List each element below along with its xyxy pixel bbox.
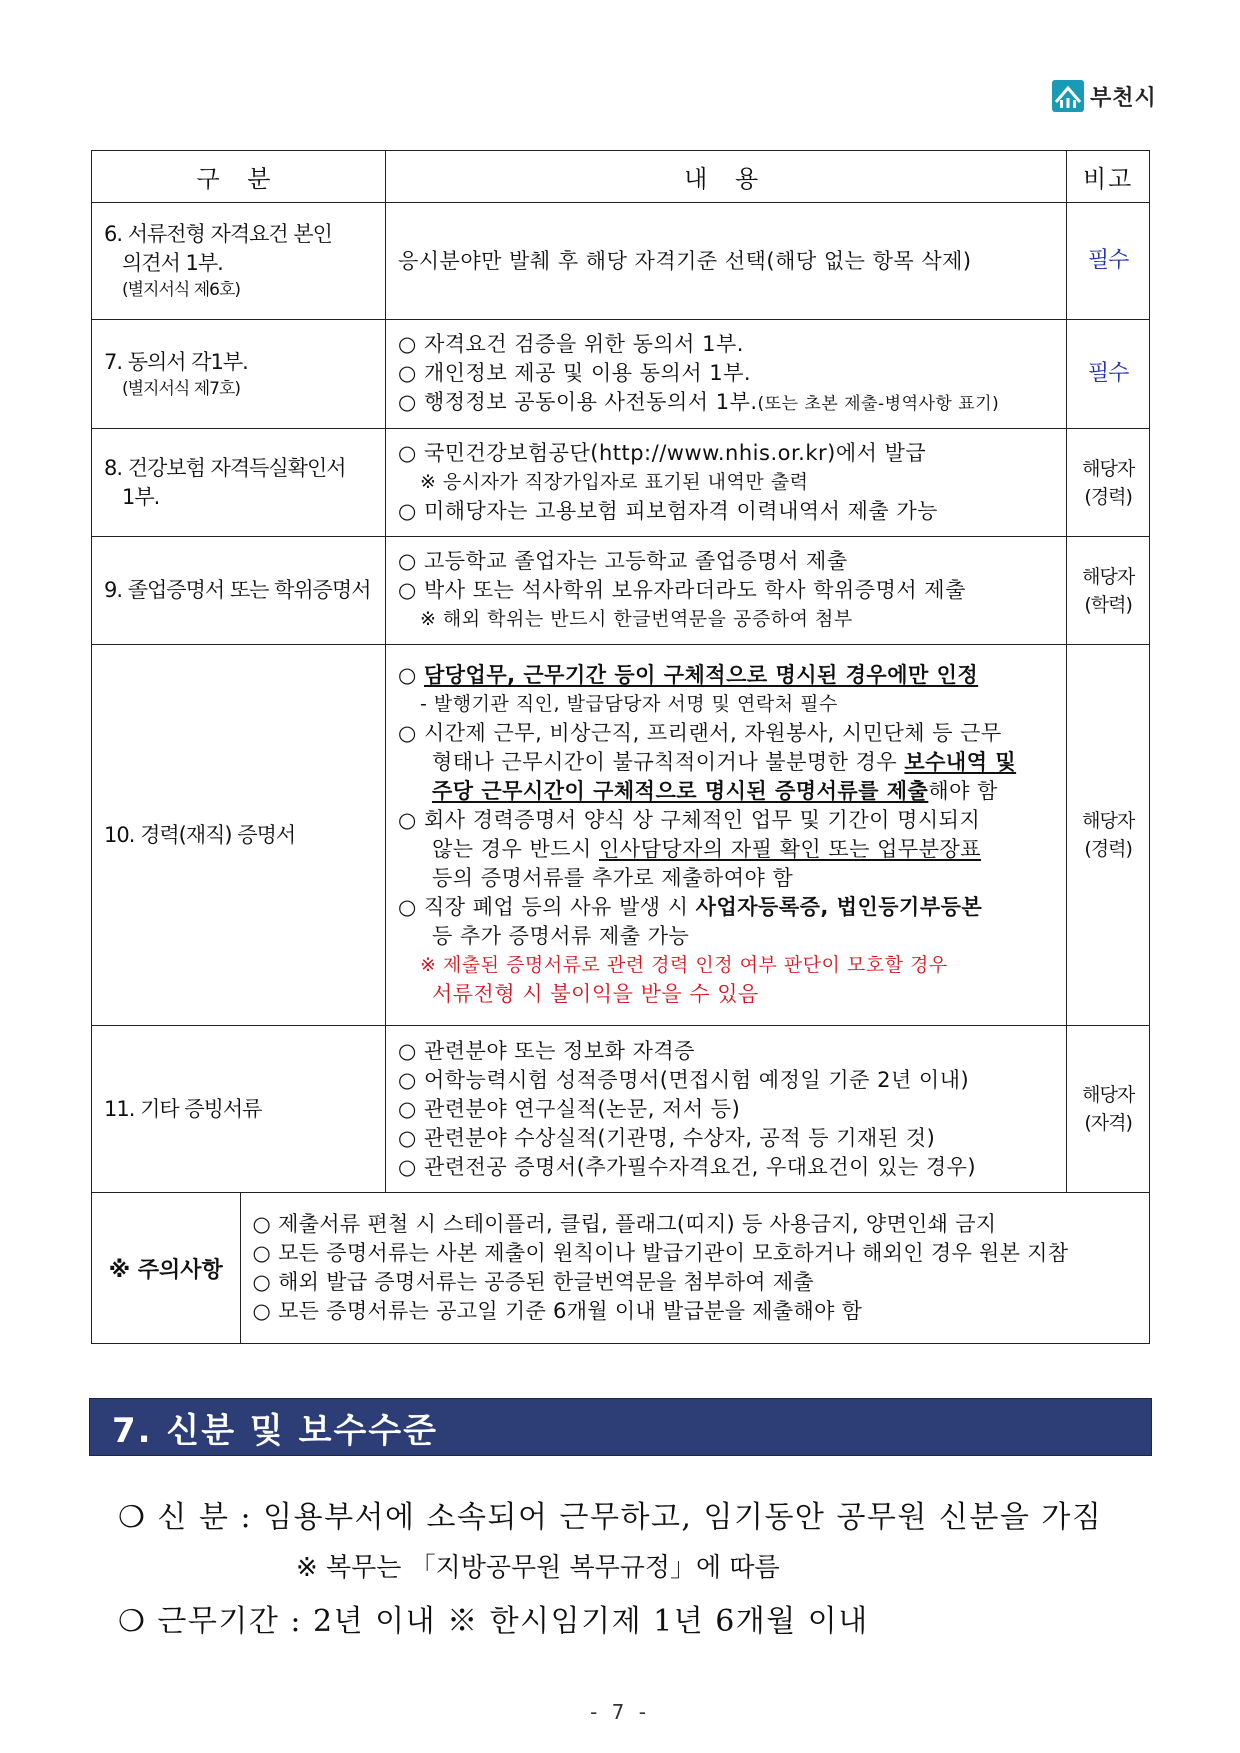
content-text: ○ 직장 폐업 등의 사유 발생 시 [397,895,696,919]
caution-list [240,1193,1149,1343]
content-line: ○ 관련분야 수상실적(기관명, 수상자, 공적 등 기재된 것) [397,1125,936,1150]
content-line: ○ 박사 또는 석사학위 보유자라더라도 학사 학위증명서 제출 [397,578,966,602]
section-title: 7. 신분 및 보수수준 [112,1410,438,1451]
row-category [92,1026,386,1193]
row-content [385,1026,1066,1193]
content-line [398,748,1056,777]
row-content [385,203,1066,320]
content-line: ○ 개인정보 제공 및 이용 동의서 1부. [397,360,752,385]
note-line: 해당자 [1082,457,1135,480]
category-line: 9. 졸업증명서 또는 학위증명서 [104,578,371,602]
content-text: 않는 경우 반드시 [431,837,599,861]
content-line [398,835,1056,864]
content-line: ○ 회사 경력증명서 양식 상 구체적인 업무 및 기간이 명시되지 [397,808,981,832]
content-line [398,661,1056,690]
logo-text: 부천시 [1090,85,1157,111]
table-header-row [92,151,1150,203]
warning-note: ※ 제출된 증명서류로 관련 경력 인정 여부 판단이 모호할 경우 [419,954,948,976]
note-line: 해당자 [1082,1084,1135,1106]
category-line: 의견서 1부. [122,251,223,275]
row-category [92,203,386,320]
category-line: 8. 건강보험 자격득실확인서 [104,455,346,480]
bucheon-logo-icon [1052,80,1084,112]
content-line: 응시분야만 발췌 후 해당 자격기준 선택(해당 없는 항목 삭제) [397,248,972,273]
row-note [1067,537,1150,645]
required-label: 필수 [1087,248,1129,273]
required-label: 필수 [1087,361,1129,386]
content-note: ※ 응시자가 직장가입자로 표기된 내역만 출력 [419,471,809,493]
content-line: ○ 관련전공 증명서(추가필수자격요건, 우대요건이 있는 경우) [397,1154,977,1179]
row-content [385,645,1066,1026]
row-category [92,429,386,537]
row-content [385,429,1066,537]
table-row [92,537,1150,645]
table-row [92,645,1150,1026]
header-category: 구 분 [92,151,386,203]
content-line: 등의 증명서류를 추가로 제출하여야 함 [431,866,794,890]
content-text: 해야 함 [928,779,998,803]
caution-table [92,1193,1149,1343]
content-line: ○ 국민건강보험공단(http://www.nhis.or.kr)에서 발급 [397,441,927,465]
content-text: ○ 행정정보 공동이용 사전동의서 1부. [397,389,758,414]
content-line: ○ 관련분야 연구실적(논문, 저서 등) [397,1096,741,1121]
row-note [1067,320,1150,429]
page-number: - 7 - [590,1700,650,1724]
content-emphasis: 사업자등록증, 법인등기부등본 [695,895,983,919]
content-line [398,777,1056,806]
content-line: ○ 관련분야 또는 정보화 자격증 [397,1038,695,1063]
category-sub: (별지서식 제7호) [122,378,241,399]
header-content: 내 용 [385,151,1066,203]
content-emphasis: 주당 근무시간이 구체적으로 명시된 증명서류를 제출 [431,779,929,803]
warning-note: 서류전형 시 불이익을 받을 수 있음 [431,982,759,1006]
row-note [1067,429,1150,537]
category-line: 6. 서류전형 자격요건 본인 [104,222,332,246]
status-note: ※ 복무는 「지방공무원 복무규정」에 따름 [296,1553,780,1583]
row-content [385,537,1066,645]
caution-cell [92,1193,1150,1344]
caution-item: ○ 모든 증명서류는 공고일 기준 6개월 이내 발급분을 제출해야 함 [252,1299,863,1323]
content-underline: 인사담당자의 자필 확인 또는 업무분장표 [599,837,982,861]
content-emphasis: 담당업무, 근무기간 등이 구체적으로 명시된 경우에만 인정 [423,663,979,687]
bucheon-logo [1052,80,1157,112]
note-line: 해당자 [1082,565,1135,588]
caution-row [92,1193,1150,1344]
row-category [92,537,386,645]
content-line: ○ 미해당자는 고용보험 피보험자격 이력내역서 제출 가능 [397,499,938,523]
row-category [92,645,386,1026]
caution-item: ○ 제출서류 편철 시 스테이플러, 클립, 플래그(띠지) 등 사용금지, 양면인쇄 금지 [252,1212,997,1236]
table-row [92,429,1150,537]
content-small-text: (또는 초본 제출-병역사항 표기) [757,393,1000,414]
header-note: 비고 [1067,151,1150,203]
table-row [92,1026,1150,1193]
caution-item: ○ 모든 증명서류는 사본 제출이 원칙이나 발급기관이 모호하거나 해외인 경우 원본 지참 [252,1241,1069,1265]
content-text: 형태나 근무시간이 불규칙적이거나 불분명한 경우 [431,750,905,774]
status-paragraph: ❍ 신 분 : 임용부서에 소속되어 근무하고, 임기동안 공무원 신분을 가짐 [118,1500,1103,1535]
term-paragraph: ❍ 근무기간 : 2년 이내 ※ 한시임기제 1년 6개월 이내 [118,1604,869,1639]
content-line [398,388,1056,419]
section-header [89,1398,1152,1456]
row-note [1067,203,1150,320]
category-line: 1부. [122,484,160,509]
category-line: 7. 동의서 각1부. [104,349,248,374]
content-line: ○ 어학능력시험 성적증명서(면접시험 예정일 기준 2년 이내) [397,1067,970,1092]
content-text: ○ [397,663,424,687]
content-note: - 발행기관 직인, 발급담당자 서명 및 연락처 필수 [419,693,838,715]
note-line: (경력) [1084,485,1132,508]
row-note [1067,645,1150,1026]
content-emphasis: 보수내역 및 [904,750,1017,774]
caution-title: ※ 주의사항 [92,1193,240,1343]
documents-table [91,150,1150,1344]
row-content [385,320,1066,429]
category-line: 11. 기타 증빙서류 [104,1096,262,1121]
content-note: ※ 해외 학위는 반드시 한글번역문을 공증하여 첨부 [419,608,853,630]
category-sub: (별지서식 제6호) [122,280,241,300]
category-line: 10. 경력(재직) 증명서 [104,822,296,847]
content-line: 등 추가 증명서류 제출 가능 [431,924,690,948]
note-line: (자격) [1084,1112,1132,1134]
content-line [398,893,1056,922]
table-row [92,203,1150,320]
row-category [92,320,386,429]
content-line: ○ 시간제 근무, 비상근직, 프리랜서, 자원봉사, 시민단체 등 근무 [397,721,1002,745]
note-line: (학력) [1084,593,1132,616]
table-row [92,320,1150,429]
caution-item: ○ 해외 발급 증명서류는 공증된 한글번역문을 첨부하여 제출 [252,1270,815,1294]
note-line: 해당자 [1082,810,1135,832]
content-line: ○ 자격요건 검증을 위한 동의서 1부. [397,331,744,356]
note-line: (경력) [1084,838,1132,860]
row-note [1067,1026,1150,1193]
content-line: ○ 고등학교 졸업자는 고등학교 졸업증명서 제출 [397,549,848,573]
